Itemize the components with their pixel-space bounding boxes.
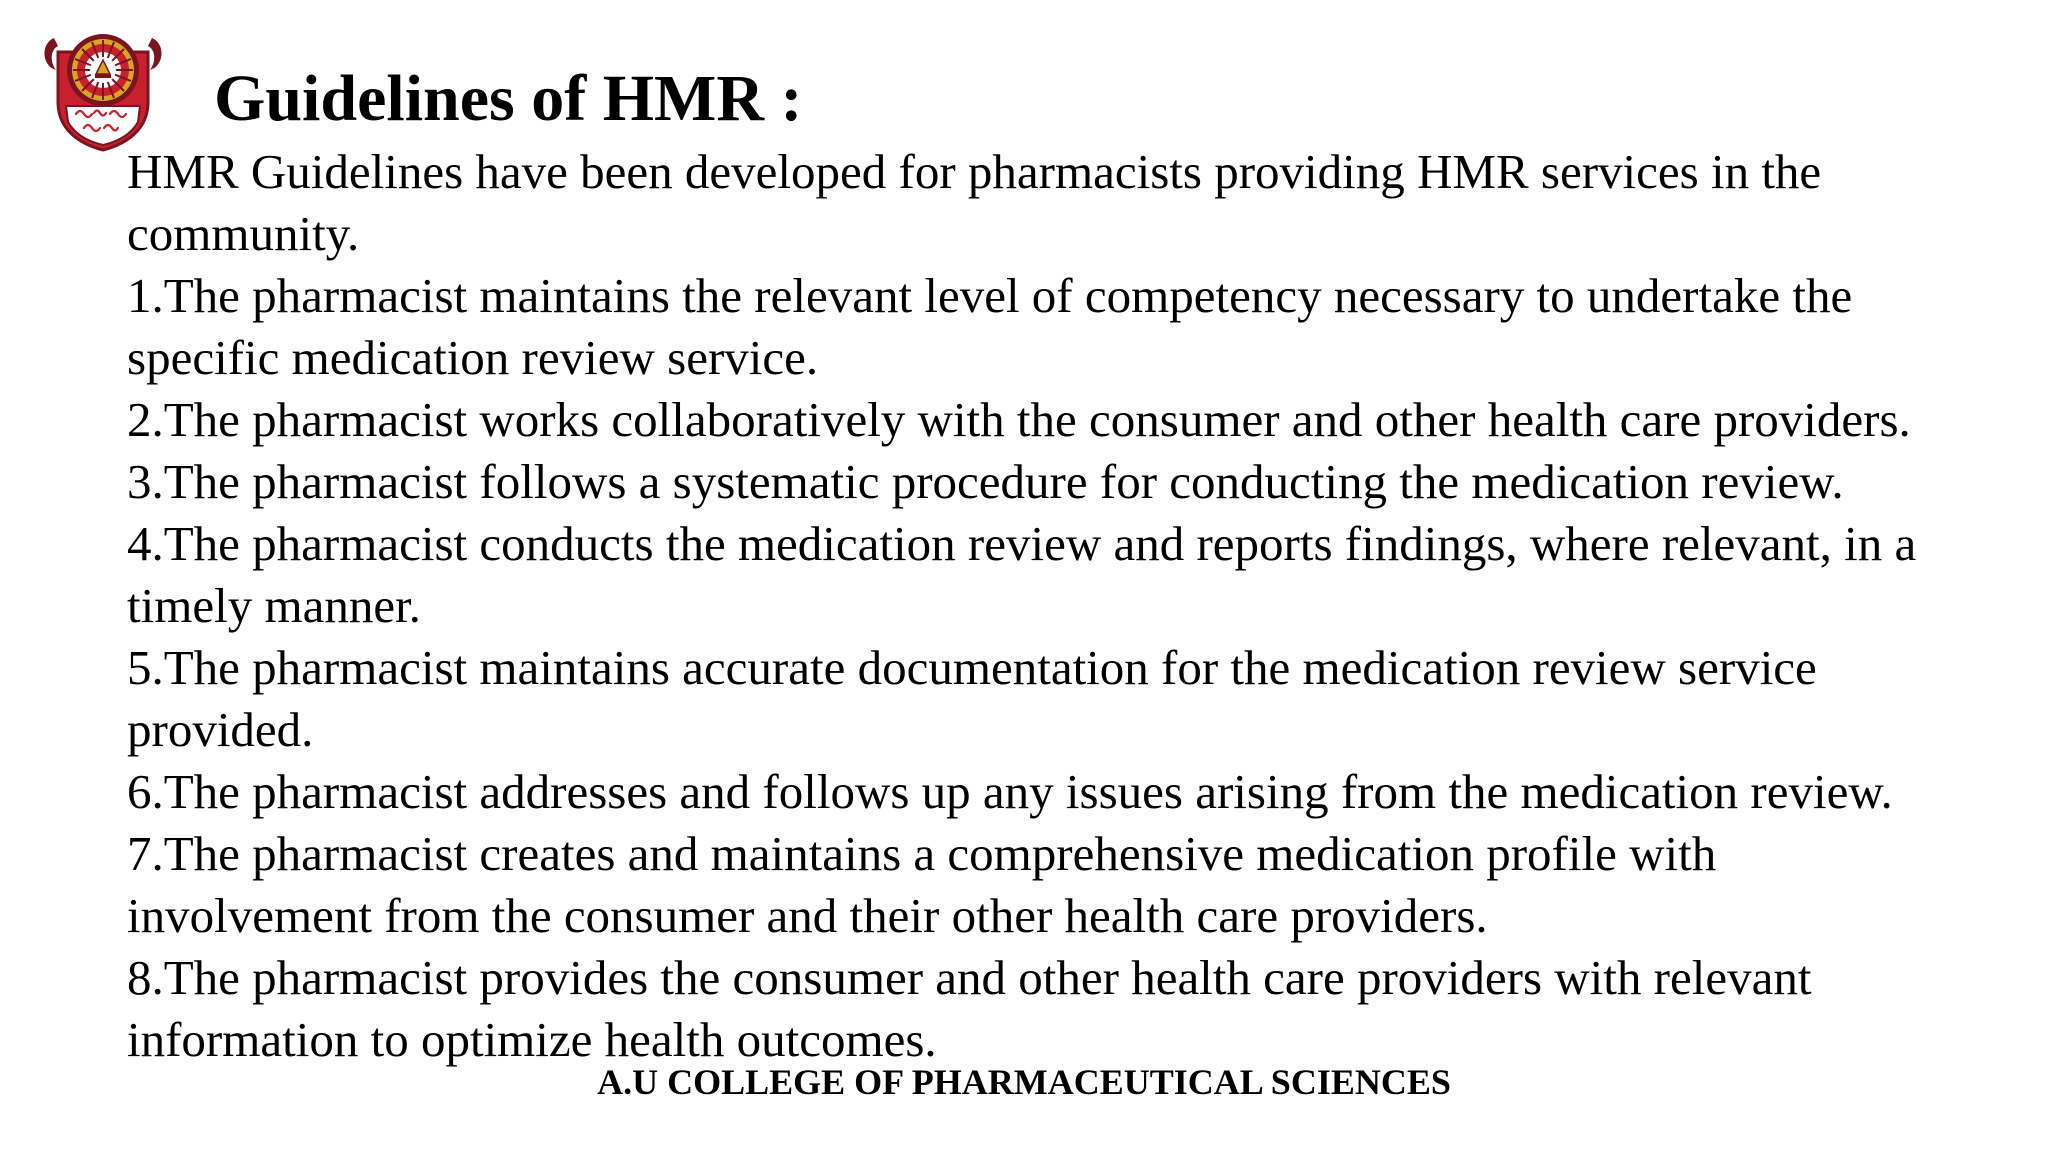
guideline-item-7: 7.The pharmacist creates and maintains a comprehensive medication profile with [127,826,1717,881]
guideline-item-6: 6.The pharmacist addresses and follows up any issues arising from the medication review. [127,764,1893,819]
university-logo [36,18,170,152]
guideline-item-2: 2.The pharmacist works collaboratively with the consumer and other health care providers. [127,392,1911,447]
slide-title: Guidelines of HMR : [214,62,803,135]
guideline-item-3: 3.The pharmacist follows a systematic procedure for conducting the medication review. [127,454,1844,509]
guideline-item-8-cont: information to optimize health outcomes. [127,1012,937,1067]
guideline-item-4: 4.The pharmacist conducts the medication review and reports findings, where relevant, in a [127,516,1917,571]
guideline-item-1-cont: specific medication review service. [127,330,819,385]
guideline-item-4-cont: timely manner. [127,578,421,633]
intro-line: community. [127,206,360,261]
university-seal-icon [36,18,170,152]
guideline-item-1: 1.The pharmacist maintains the relevant level of competency necessary to undertake the [127,268,1853,323]
guideline-item-7-cont: involvement from the consumer and their other health care providers. [127,888,1488,943]
footer-college-name: A.U COLLEGE OF PHARMACEUTICAL SCIENCES [597,1062,1451,1102]
guidelines-body [127,141,2027,1071]
guideline-item-5-cont: provided. [127,702,314,757]
guideline-item-5: 5.The pharmacist maintains accurate documentation for the medication review service [127,640,1817,695]
guideline-item-8: 8.The pharmacist provides the consumer and other health care providers with relevant [127,950,1812,1005]
intro-line: HMR Guidelines have been developed for pharmacists providing HMR services in the [127,144,1822,199]
